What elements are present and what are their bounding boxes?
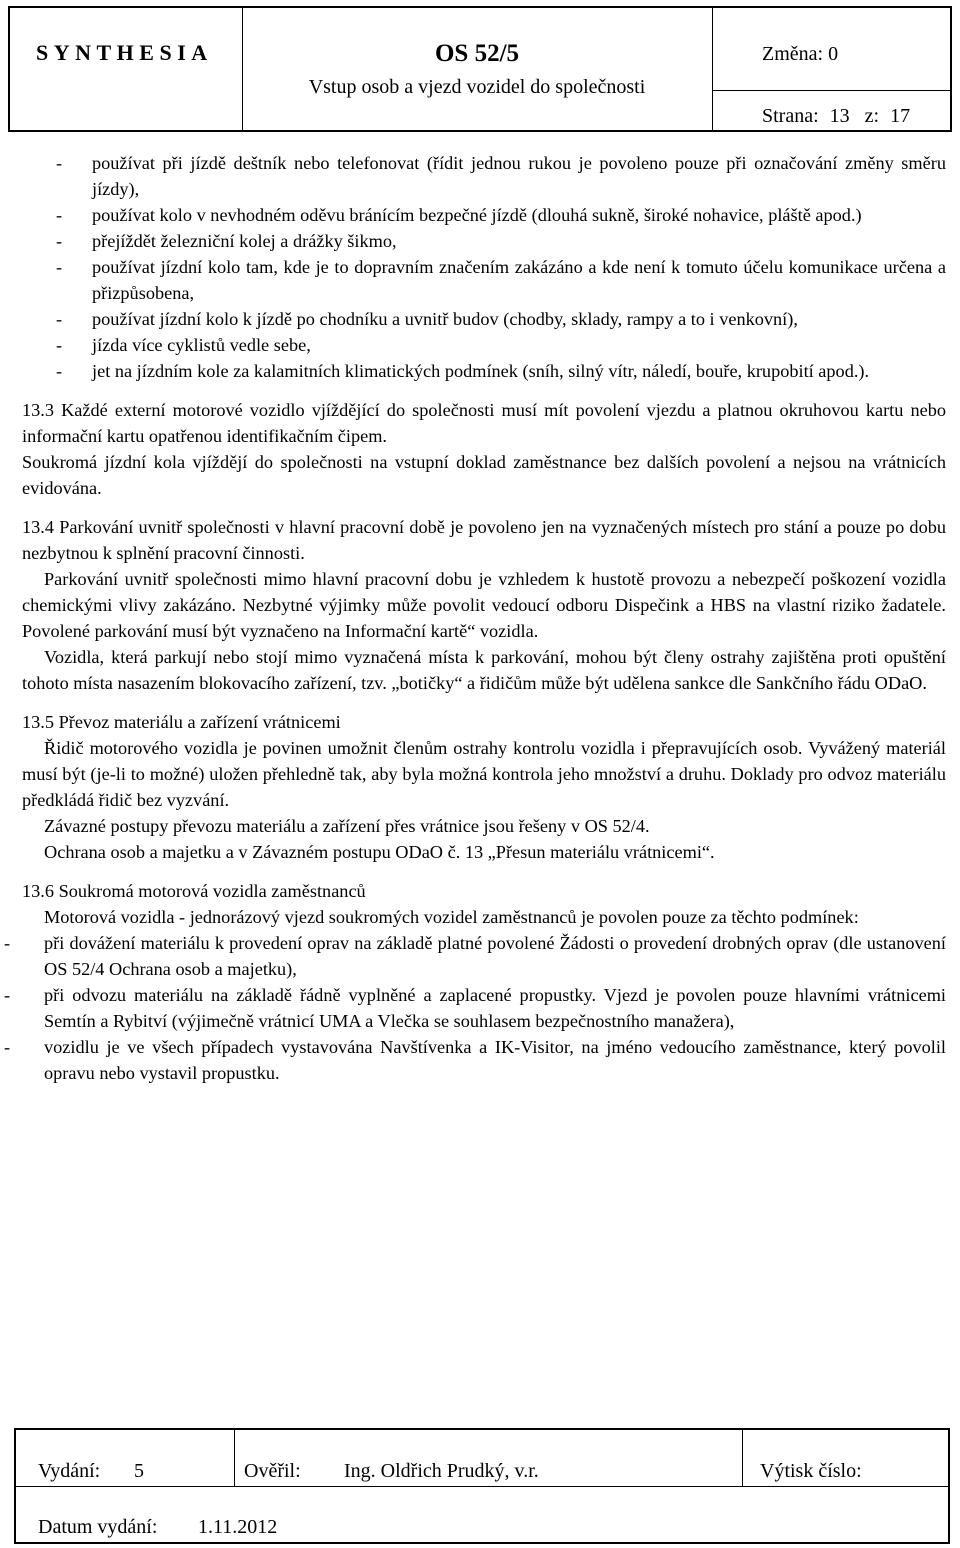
- list-item: - jízda více cyklistů vedle sebe,: [56, 335, 311, 355]
- edition-label: Vydání:: [38, 1460, 101, 1482]
- edition-value: 5: [134, 1460, 144, 1482]
- page-info: [762, 105, 910, 128]
- section-13-5-paragraph-3: Ochrana osob a majetku a v Závazném postupu ODaO č. 13 „Přesun materiálu vrátnicemi“.: [44, 842, 715, 862]
- section-13-3-paragraph-1: 13.3 Každé externí motorové vozidlo vjíždějící do společnosti musí mít povolení vjezdu a platnou okruhovou kartu nebo informační kartu opatřenou identifikačním čipem.: [22, 400, 946, 446]
- change-value: 0: [828, 43, 839, 65]
- section-13-5-paragraph-1: Řidič motorového vozidla je povinen umožnit členům ostrahy kontrolu vozidla i přepravujících osob. Vyvážený materiál musí být (je-li to možné) uložen přehledně tak, aby byla možná kontrola jeho množství a druhu. Doklady pro odvoz materiálu předkládá řidič bez vyzvání.: [22, 738, 946, 810]
- list-item: - používat jízdní kolo tam, kde je to dopravním značením zakázáno a kde není k tomuto účelu komunikace určena a přizpůsobena,: [56, 257, 946, 303]
- list-item: - při dovážení materiálu k provedení oprav na základě platné povolené Žádosti o provedení drobných oprav (dle ustanovení OS 52/4 Ochrana osob a majetku),: [4, 933, 946, 979]
- change-label: Změna:: [762, 43, 824, 65]
- section-13-5-heading: 13.5 Převoz materiálu a zařízení vrátnicemi: [22, 712, 341, 732]
- list-item: - jet na jízdním kole za kalamitních klimatických podmínek (sníh, silný vítr, náledí, bouře, krupobití apod.).: [56, 361, 870, 381]
- verified-label: Ověřil:: [244, 1460, 301, 1482]
- header-meta-cell: [712, 8, 950, 130]
- document-header: [8, 6, 952, 132]
- document-title: Vstup osob a vjezd vozidel do společnosti: [308, 76, 646, 98]
- header-divider: [712, 90, 950, 91]
- change-info: [762, 43, 838, 66]
- footer-edition-cell: [16, 1430, 235, 1486]
- list-item: - při odvozu materiálu na základě řádně vyplněné a zaplacené propustky. Vjezd je povolen pouze hlavními vrátnicemi Semtín a Rybitví (výjimečně vrátnicí UMA a Vlečka se souhlasem bezpečnostního manažera),: [4, 985, 946, 1031]
- header-company-cell: [10, 8, 243, 130]
- list-item: - vozidlu je ve všech případech vystavována Navštívenka a IK-Visitor, na jméno vedoucího zaměstnance, který povolil opravu nebo vystavil propustku.: [4, 1037, 946, 1083]
- company-name: SYNTHESIA: [36, 40, 213, 65]
- footer-verified-cell: [234, 1430, 743, 1486]
- section-13-4-paragraph-3: Vozidla, která parkují nebo stojí mimo vyznačená místa k parkování, mohou být členy ostrahy zajištěna proti opuštění tohoto místa nasazením blokovacího zařízení, tzv. „botičky“ a řidičům může být udělena sankce dle Sankčního řádu ODaO.: [22, 647, 946, 693]
- page-label: Strana:: [762, 105, 819, 127]
- section-13-5-paragraph-2: Závazné postupy převozu materiálu a zařízení přes vrátnice jsou řešeny v OS 52/4.: [44, 816, 650, 836]
- page-of-label: z:: [864, 105, 880, 127]
- section-13-4-paragraph-2: Parkování uvnitř společnosti mimo hlavní pracovní dobu je vzhledem k hustotě provozu a nebezpečí poškození vozidla chemickými vlivy zakázáno. Nezbytné výjimky může povolit vedoucí odboru Dispečink a HBS na vlastní riziko žadatele. Povolené parkování musí být vyznačeno na Informační kartě“ vozidla.: [22, 569, 946, 641]
- footer-copy-cell: [742, 1430, 948, 1486]
- issue-date-value: 1.11.2012: [198, 1516, 278, 1538]
- section-13-3-paragraph-2: Soukromá jízdní kola vjíždějí do společnosti na vstupní doklad zaměstnance bez dalších povolení a nejsou na vrátnicích evidována.: [22, 452, 946, 498]
- document-body: [4, 150, 946, 1086]
- footer-divider: [16, 1486, 948, 1487]
- list-item: - používat kolo v nevhodném oděvu bránícím bezpečné jízdě (dlouhá sukně, široké nohavice, pláště apod.): [56, 205, 862, 225]
- verified-value: Ing. Oldřich Prudký, v.r.: [344, 1460, 539, 1482]
- list-item: - přejíždět železniční kolej a drážky šikmo,: [56, 231, 397, 251]
- section-13-6-paragraph-1: Motorová vozidla - jednorázový vjezd soukromých vozidel zaměstnanců je povolen pouze za těchto podmínek:: [44, 907, 859, 927]
- page-total: 17: [890, 105, 911, 127]
- conditions-list: [4, 930, 946, 1086]
- issue-date-label: Datum vydání:: [38, 1516, 158, 1538]
- document-number: OS 52/5: [434, 40, 520, 67]
- copy-number-label: Výtisk číslo:: [760, 1460, 862, 1482]
- prohibited-list: [22, 150, 946, 384]
- section-13-6-heading: 13.6 Soukromá motorová vozidla zaměstnanců: [22, 881, 366, 901]
- document-footer: [14, 1428, 950, 1544]
- header-title-cell: [242, 8, 713, 130]
- section-13-4-paragraph-1: 13.4 Parkování uvnitř společnosti v hlavní pracovní době je povoleno jen na vyznačených místech pro stání a pouze po dobu nezbytnou k splnění pracovní činnosti.: [22, 517, 946, 563]
- page-current: 13: [829, 105, 850, 127]
- list-item: - používat při jízdě deštník nebo telefonovat (řídit jednou rukou je povoleno pouze při označování změny směru jízdy),: [56, 153, 946, 199]
- list-item: - používat jízdní kolo k jízdě po chodníku a uvnitř budov (chodby, sklady, rampy a to i venkovní),: [56, 309, 798, 329]
